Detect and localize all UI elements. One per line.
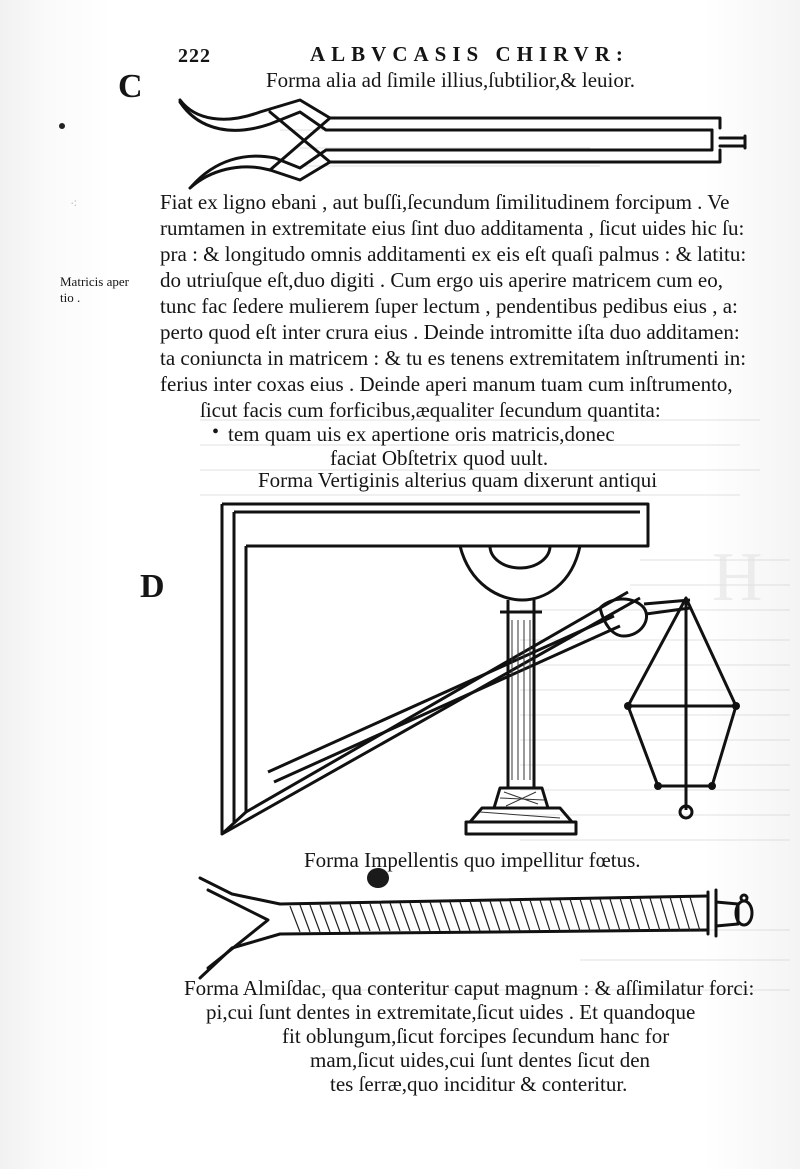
body-line-6: perto quod eſt inter crura eius . Deinde intromitte iſta duo additamen: (160, 320, 740, 344)
running-title: ALBVCASIS CHIRVR: (310, 42, 629, 66)
caption-vertigo: Forma Vertiginis alterius quam dixerunt antiqui (258, 468, 658, 492)
caption-almisdac-line-4: mam,ſicut uides,cui ſunt dentes ſicut den (310, 1048, 651, 1072)
body-line-9: ſicut facis cum forficibus,æqualiter ſecundum quantita: (200, 398, 661, 422)
body-line-10: tem quam uis ex apertione oris matricis,donec (228, 422, 615, 446)
caption-almisdac-line-5: tes ſerræ,quo inciditur & conteritur. (330, 1072, 628, 1096)
body-line-7: ta coniuncta in matricem : & tu es tenens extremitatem inſtrumenti in: (160, 346, 747, 370)
page-number: 222 (178, 45, 211, 67)
margin-note-line-2: tio . (60, 290, 81, 306)
margin-note-line-1: Matricis aper (60, 274, 129, 289)
faded-margin-note: ⁖ (70, 196, 78, 211)
body-line-2: rumtamen in extremitate eius ſint duo additamenta , ſicut uides hic ſu: (160, 216, 745, 240)
section-letter-c: C (118, 68, 143, 105)
body-line-3: pra : & longitudo omnis additamenti ex eis eſt quaſi palmus : & latitu: (160, 242, 747, 266)
body-line-11: faciat Obſtetrix quod uult. (330, 446, 549, 470)
bullet-mark: • (212, 421, 220, 443)
svg-text:H: H (712, 539, 763, 616)
caption-almisdac-line-1: Forma Almiſdac, qua conteritur caput magnum : & aſſimilatur forci: (184, 976, 755, 1000)
caption-impellens: Forma Impellentis quo impellitur fœtus. (304, 848, 641, 872)
body-line-1: Fiat ex ligno ebani , aut buſſi,ſecundum ſimilitudinem forcipum . Ve (160, 190, 730, 214)
body-line-4: do utriuſque eſt,duo digiti . Cum ergo uis aperire matricem cum eo, (160, 268, 723, 292)
caption-almisdac-line-3: fit oblungum,ſicut forcipes ſecundum hanc for (282, 1024, 670, 1048)
section-letter-d: D (140, 568, 165, 605)
caption-forceps-subtle: Forma alia ad ſimile illius,ſubtilior,& leuior. (266, 68, 635, 92)
caption-almisdac-line-2: pi,cui ſunt dentes in extremitate,ſicut uides . Et quandoque (206, 1000, 696, 1024)
body-line-8: ferius inter coxas eius . Deinde aperi manum tuam cum inſtrumento, (160, 372, 733, 396)
body-line-5: tunc fac ſedere mulierem ſuper lectum , pendentibus pedibus eius , a: (160, 294, 738, 318)
